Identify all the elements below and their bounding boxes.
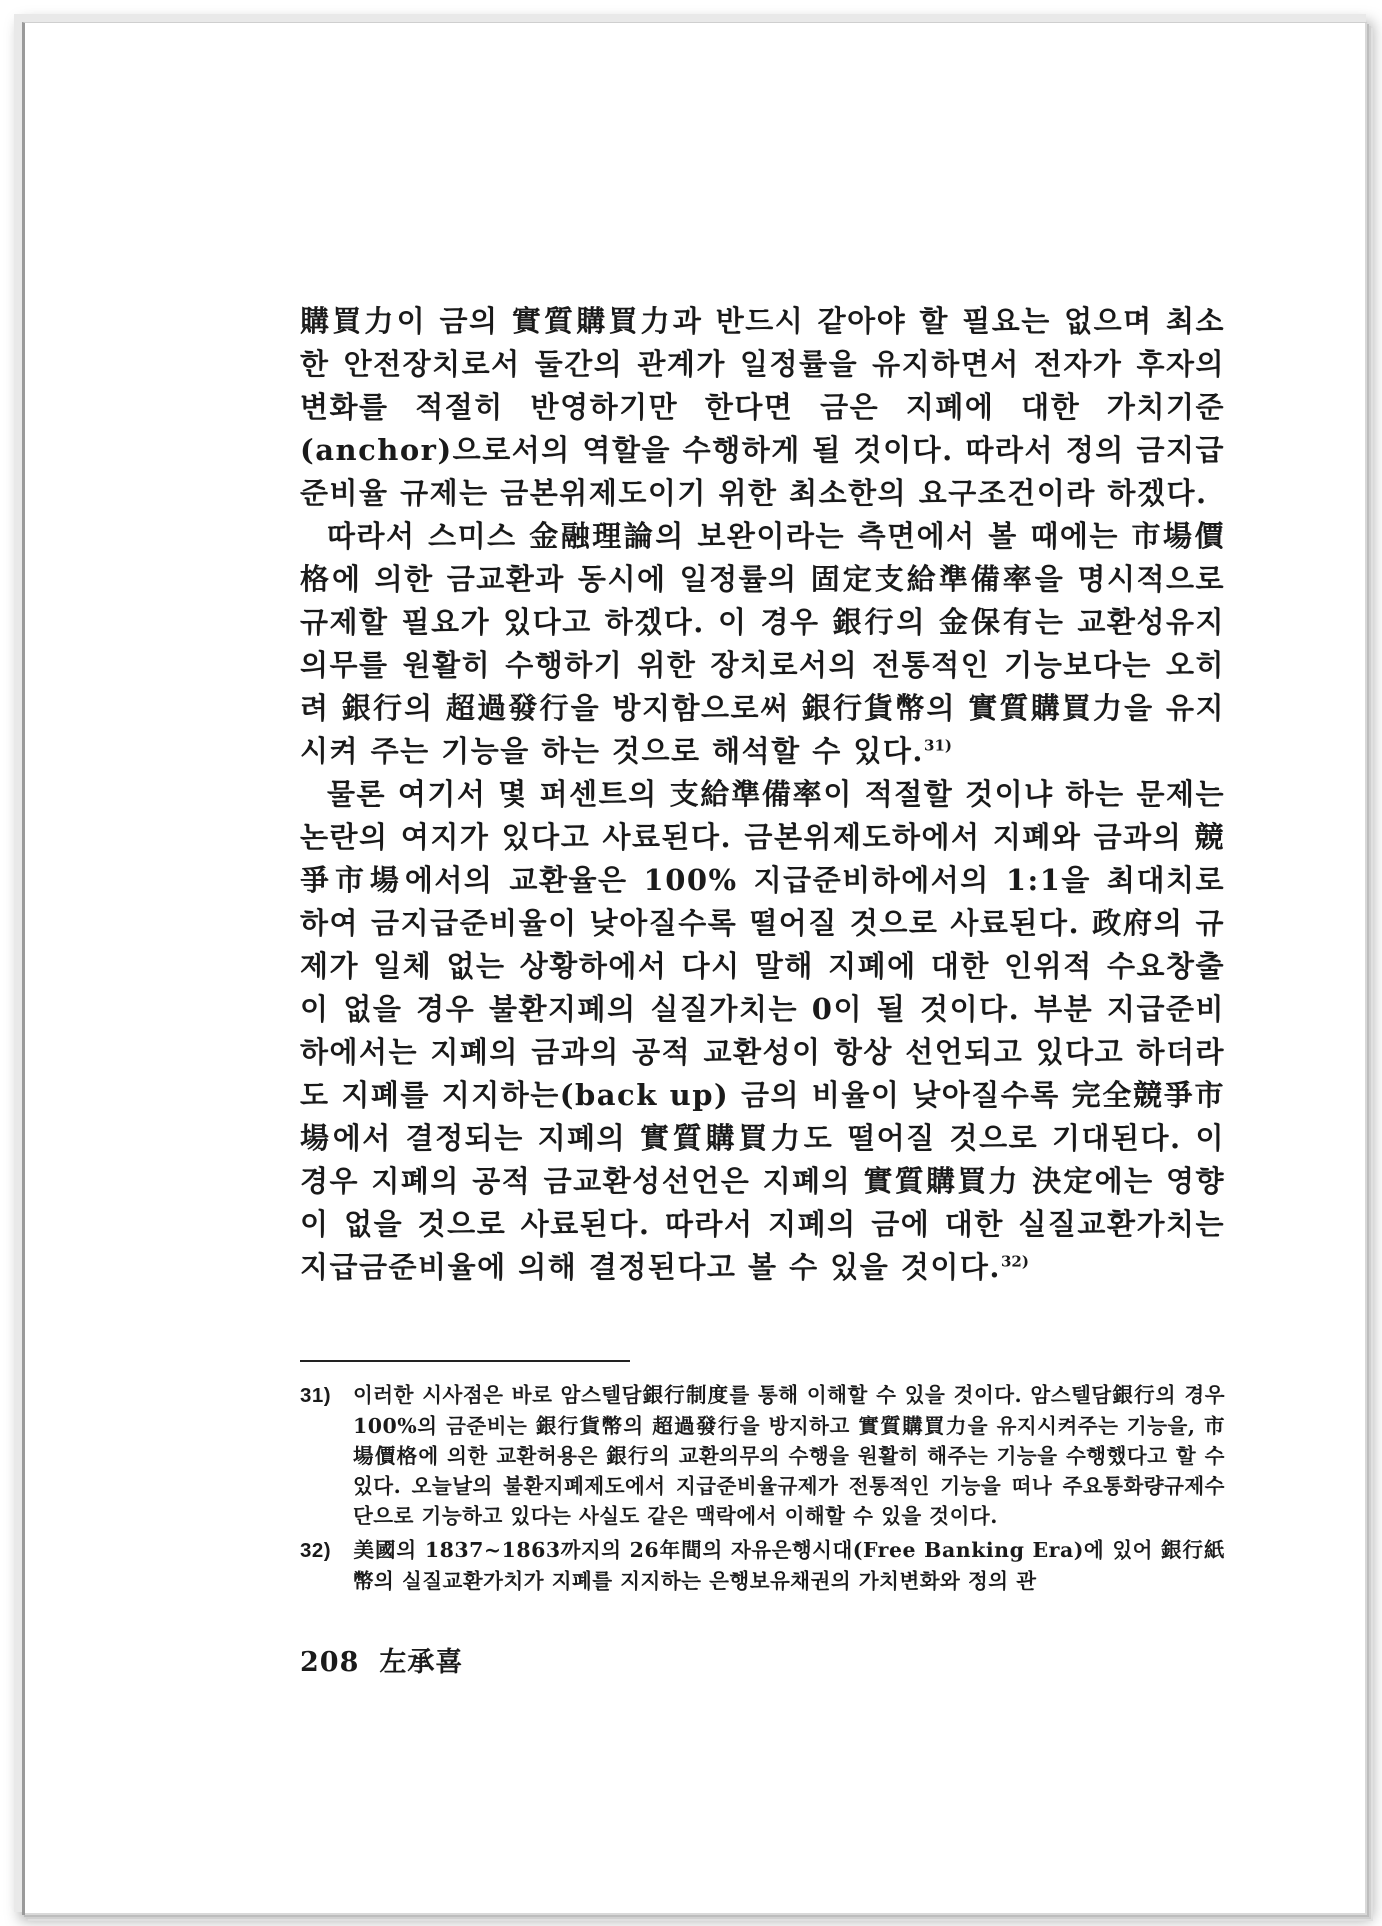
footnote-32 [300,1535,1225,1596]
page-number: 208 [300,1647,360,1678]
paragraph-1 [300,300,1225,515]
footnote-text: 美國의 1837~1863까지의 26年間의 자유은행시대(Free Banking Era)에 있어 銀行紙幣의 실질교환가치가 지폐를 지지하는 은행보유채권의 가치변화와 정의 관 [353,1538,1225,1593]
footnote-number: 31) [300,1384,332,1407]
paragraph-2 [300,515,1225,773]
footnote-31 [300,1380,1225,1531]
footnotes [300,1380,1225,1600]
paragraph-1-text: 購買力이 금의 實質購買力과 반드시 같아야 할 필요는 없으며 최소한 안전장치로서 둘간의 관계가 일정률을 유지하면서 전자가 후자의 변화를 적절히 반영하기만 한다면 금은 지폐에 대한 가치기준(anchor)으로서의 역할을 수행하게 될 것이다. 따라서 정의 금지급준비율 규제는 금본위제도이기 위한 최소한의 요구조건이라 하겠다. [300,304,1225,510]
paragraph-2-text: 따라서 스미스 金融理論의 보완이라는 측면에서 볼 때에는 市場價格에 의한 금교환과 동시에 일정률의 固定支給準備率을 명시적으로 규제할 필요가 있다고 하겠다. 이 경우 銀行의 金保有는 교환성유지의무를 원활히 수행하기 위한 장치로서의 전통적인 기능보다는 오히려 銀行의 超過發行을 방지함으로써 銀行貨幣의 實質購買力을 유지시켜 주는 기능을 하는 것으로 해석할 수 있다. [300,519,1225,768]
paragraph-3-text: 물론 여기서 몇 퍼센트의 支給準備率이 적절할 것이냐 하는 문제는 논란의 여지가 있다고 사료된다. 금본위제도하에서 지폐와 금과의 競爭市場에서의 교환율은 100% 지급준비하에서의 1:1을 최대치로 하여 금지급준비율이 낮아질수록 떨어질 것으로 사료된다. 政府의 규제가 일체 없는 상황하에서 다시 말해 지폐에 대한 인위적 수요창출이 없을 경우 불환지폐의 실질가치는 0이 될 것이다. 부분 지급준비하에서는 지폐의 금과의 공적 교환성이 항상 선언되고 있다고 하더라도 지폐를 지지하는(back up) 금의 비율이 낮아질수록 完全競爭市場에서 결정되는 지폐의 實質購買力도 떨어질 것으로 기대된다. 이 경우 지폐의 공적 금교환성선언은 지폐의 實質購買力 決定에는 영향이 없을 것으로 사료된다. 따라서 지폐의 금에 대한 실질교환가치는 지급금준비율에 의해 결정된다고 볼 수 있을 것이다. [300,777,1225,1284]
footnote-number: 32) [300,1539,332,1562]
body-text [300,300,1225,1289]
footnote-ref-31[interactable]: 31) [924,736,953,755]
page-footer [300,1640,463,1679]
paragraph-3 [300,773,1225,1289]
footnote-divider [300,1360,630,1362]
footnote-ref-32[interactable]: 32) [1000,1252,1029,1271]
author-name: 左承喜 [379,1647,464,1678]
footnote-text: 이러한 시사점은 바로 암스텔담銀行制度를 통해 이해할 수 있을 것이다. 암스텔담銀行의 경우 100%의 금준비는 銀行貨幣의 超過發行을 방지하고 實質購買力을 유지시켜주는 기능을, 市場價格에 의한 교환허용은 銀行의 교환의무의 수행을 원활히 해주는 기능을 수행했다고 할 수 있다. 오늘날의 불환지폐제도에서 지급준비율규제가 전통적인 기능을 떠나 주요통화량규제수단으로 기능하고 있다는 사실도 같은 맥락에서 이해할 수 있을 것이다. [353,1383,1225,1528]
